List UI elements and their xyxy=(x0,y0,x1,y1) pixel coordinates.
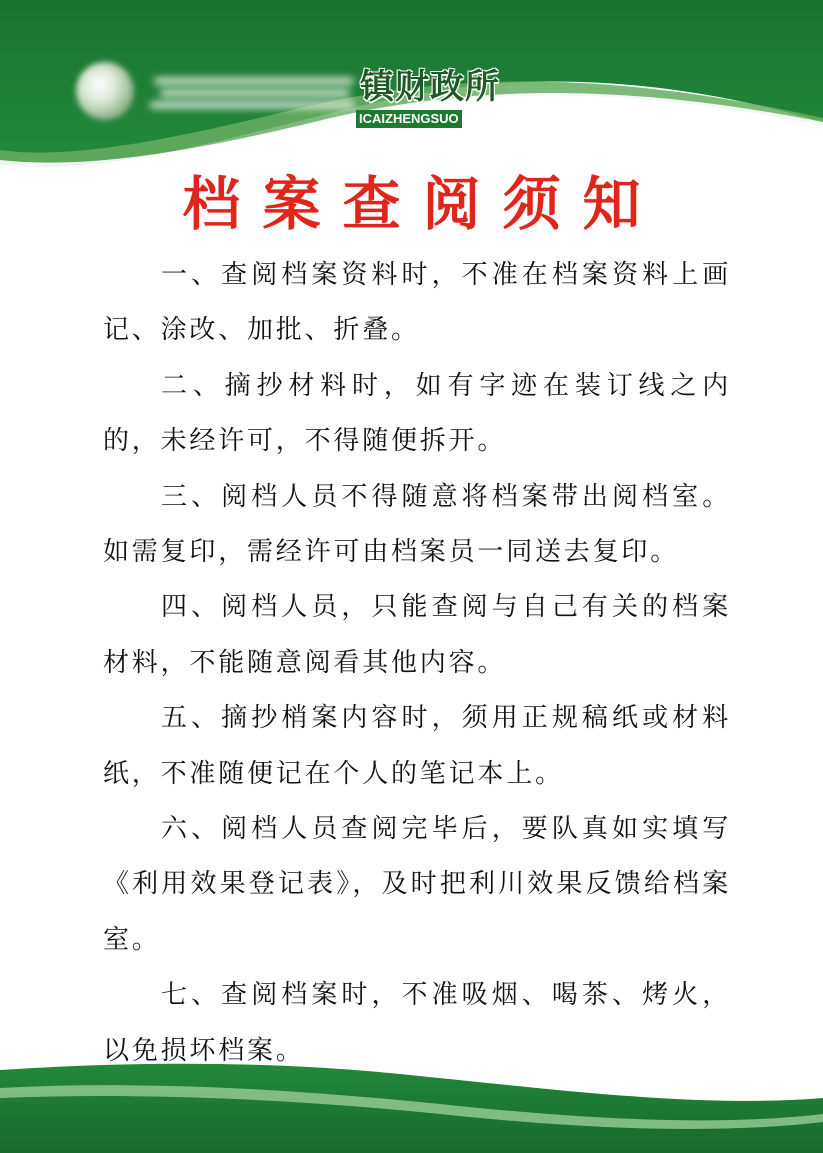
rule-paragraph: 四、阅档人员，只能查阅与自己有关的档案材料，不能随意阅看其他内容。 xyxy=(103,592,731,678)
notice-body xyxy=(103,248,731,1079)
org-name: 镇财政所 xyxy=(360,67,500,107)
logo-blurred-text xyxy=(150,68,360,120)
rule-paragraph: 一、查阅档案资料时，不准在档案资料上画记、涂改、加批、折叠。 xyxy=(103,260,731,346)
rule-paragraph: 二、摘抄材料时，如有字迹在装订线之内的，未经许可，不得随便拆开。 xyxy=(103,370,731,457)
logo-emblem-icon xyxy=(76,62,134,120)
rule-paragraph: 三、阅档人员不得随意将档案带出阅档室。如需复印，需经许可由档案员一同送去复印。 xyxy=(103,481,731,568)
page-title: 档案查阅须知 xyxy=(182,170,663,238)
org-pinyin: ICAIZHENGSUO xyxy=(356,110,462,128)
rule-paragraph: 五、摘抄梢案内容时，须用正规稿纸或材料纸，不准随便记在个人的笔记本上。 xyxy=(103,703,731,789)
rule-paragraph: 六、阅档人员查阅完毕后，要队真如实填写《利用效果登记表》，及时把利川效果反馈给档案室。 xyxy=(103,814,731,955)
rule-paragraph: 七、查阅档案时，不准吸烟、喝茶、烤火，以免损坏档案。 xyxy=(103,980,731,1066)
